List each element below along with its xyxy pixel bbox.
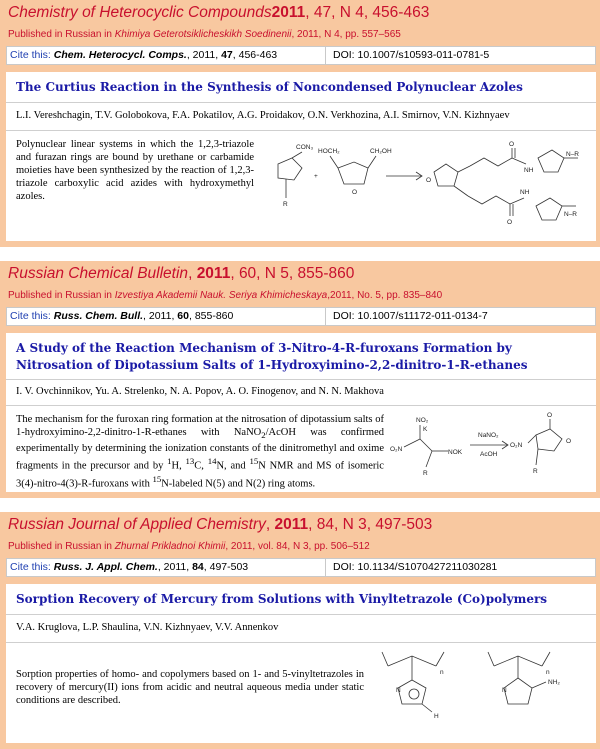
cite-this: Cite this: Russ. J. Appl. Chem., 2011, 84, 497-503 xyxy=(10,561,249,573)
scheme-label: O xyxy=(566,438,572,445)
journal-citation-header[interactable] xyxy=(8,4,429,22)
cite-this-label: Cite this: xyxy=(10,49,51,61)
cite-volume: 60 xyxy=(177,310,189,322)
journal-citation-header[interactable]: Russian Journal of Applied Chemistry, 2011, 84, N 3, 497-503 xyxy=(8,516,433,533)
journal-year: 2011 xyxy=(274,516,309,533)
journal-name[interactable]: Chemistry of Heterocyclic Compounds xyxy=(8,4,272,21)
article-card-2 xyxy=(0,261,600,498)
reaction-scheme-image xyxy=(390,411,590,489)
scheme-label: O xyxy=(426,177,432,184)
scheme-label: NH₂ xyxy=(548,679,560,686)
published-in-russian: Published in Russian in Khimiya Geterotsiklicheskikh Soedinenii, 2011, N 4, pp. 557–565 xyxy=(8,29,401,40)
journal-name[interactable]: Russian Chemical Bulletin xyxy=(8,265,189,282)
scheme-label: N xyxy=(502,687,507,694)
journal-year: 2011 xyxy=(271,4,306,21)
cite-bar xyxy=(6,307,596,326)
doi-text[interactable]: DOI: 10.1134/S1070427211030281 xyxy=(333,561,498,573)
cite-divider xyxy=(325,559,326,576)
journal-year: 2011 xyxy=(196,265,231,282)
scheme-label: CH₂OH xyxy=(370,148,392,155)
russian-journal-name: Izvestiya Akademii Nauk. Seriya Khimicheskaya xyxy=(114,290,328,301)
scheme-label: NH xyxy=(524,167,534,174)
cite-bar xyxy=(6,558,596,577)
cite-this: Cite this: Russ. Chem. Bull., 2011, 60, 855-860 xyxy=(10,310,234,322)
scheme-label: R xyxy=(533,468,538,475)
cite-journal-abbr: Russ. Chem. Bull. xyxy=(53,310,144,322)
cite-divider xyxy=(325,47,326,64)
divider xyxy=(6,102,596,103)
cite-journal-abbr: Russ. J. Appl. Chem. xyxy=(53,561,158,573)
scheme-label: N–R xyxy=(566,151,580,158)
scheme-label: O xyxy=(547,412,553,419)
published-in-russian: Published in Russian in Izvestiya Akademii Nauk. Seriya Khimicheskaya,2011, No. 5, pp. 835–840 xyxy=(8,290,443,301)
scheme-label: N xyxy=(396,687,401,694)
doi-text[interactable]: DOI: 10.1007/s11172-011-0134-7 xyxy=(333,310,488,322)
cite-volume: 47 xyxy=(221,49,233,61)
russian-journal-name: Khimiya Geterotsiklicheskikh Soedinenii xyxy=(114,29,292,40)
journal-name[interactable]: Russian Journal of Applied Chemistry xyxy=(8,516,266,533)
scheme-label: O xyxy=(509,141,515,148)
article-card-1 xyxy=(0,0,600,247)
cite-volume: 84 xyxy=(192,561,204,573)
scheme-label: NO₂ xyxy=(416,417,429,424)
article-title[interactable]: A Study of the Reaction Mechanism of 3-Nitro-4-R-furoxans Formation by Nitrosation of Dipotassium Salts of 1-Hydroxyimino-2,2-dinitro-1-R-ethanes xyxy=(16,341,528,372)
published-in-russian: Published in Russian in Zhurnal Prikladnoi Khimii, 2011, vol. 84, N 3, pp. 506–512 xyxy=(8,541,370,552)
scheme-label: NaNO₂ xyxy=(478,432,499,439)
scheme-label: O₂N xyxy=(390,446,403,453)
scheme-label: O₂N xyxy=(510,442,523,449)
journal-volume-pages: , 47, N 4, 456-463 xyxy=(305,4,430,21)
scheme-label: NH xyxy=(520,189,530,196)
scheme-label: K xyxy=(423,426,428,433)
cite-divider xyxy=(325,308,326,325)
article-authors: V.A. Kruglova, L.P. Shaulina, V.N. Kizhnyaev, V.V. Annenkov xyxy=(16,622,279,633)
cite-this-label: Cite this: xyxy=(10,561,51,573)
divider xyxy=(6,130,596,131)
divider xyxy=(6,642,596,643)
article-title[interactable]: The Curtius Reaction in the Synthesis of Noncondensed Polynuclear Azoles xyxy=(16,80,523,94)
cite-this: Cite this: Chem. Heterocycl. Comps., 2011, 47, 456-463 xyxy=(10,49,278,61)
scheme-label: H xyxy=(434,713,439,720)
cite-bar xyxy=(6,46,596,65)
cite-journal-abbr: Chem. Heterocycl. Comps. xyxy=(53,49,187,61)
article-body-1 xyxy=(6,72,596,241)
scheme-label: n xyxy=(546,669,550,676)
scheme-label: HOCH₂ xyxy=(318,148,340,155)
article-card-3 xyxy=(0,512,600,749)
scheme-label: O xyxy=(507,219,513,226)
scheme-label: N–R xyxy=(564,211,578,218)
journal-volume-pages: , 84, N 3, 497-503 xyxy=(308,516,433,533)
scheme-label: NOK xyxy=(448,449,463,456)
article-authors: L.I. Vereshchagin, T.V. Golobokova, F.A. Pokatilov, A.G. Proidakov, O.N. Verkhozina, A.I. Smirnov, V.N. Kizhnyaev xyxy=(16,110,510,121)
reaction-scheme-image xyxy=(256,136,592,238)
article-body-3 xyxy=(6,584,596,743)
polymer-structure-image xyxy=(378,646,590,740)
article-body-2 xyxy=(6,333,596,492)
scheme-label: R xyxy=(283,201,288,208)
scheme-label: + xyxy=(314,173,318,180)
article-abstract: The mechanism for the furoxan ring formation at the nitrosation of dipotassium salts of 1-hydroxyimino-2,2-dinitro-1-R-ethanes with NaNO$_2$/AcOH was confirmed experimentally by determining the ionization constants of the dinitromethyl and oxime fragments in the precursor and by $^1$H, $^{13}$C, $^{14}$N, and $^{15}$N NMR and MS of isomeric 3(4)-nitro-4(3)-R-furoxans with $^{15}$N-labeled N(5) and N(2) ring atoms. xyxy=(16,414,384,490)
article-abstract: Sorption properties of homo- and copolymers based on 1- and 5-vinyltetrazoles in recovery of mercury(II) ions from acidic and neutral aqueous media under static conditions are described. xyxy=(16,669,364,706)
scheme-label: n xyxy=(440,669,444,676)
scheme-label: AcOH xyxy=(480,451,498,458)
article-abstract: Polynuclear linear systems in which the 1,2,3-triazole and furazan rings are bound by urethane or carbamide moieties have been synthesized by the reaction of 1,2,3-triazole carboxylic acid azides with hydroxymethyl azoles. xyxy=(16,139,254,202)
cite-this-label: Cite this: xyxy=(10,310,51,322)
article-authors: I. V. Ovchinnikov, Yu. A. Strelenko, N. A. Popov, A. O. Finogenov, and N. N. Makhova xyxy=(16,386,384,397)
journal-volume-pages: , 60, N 5, 855-860 xyxy=(230,265,355,282)
doi-text[interactable]: DOI: 10.1007/s10593-011-0781-5 xyxy=(333,49,490,61)
journal-citation-header[interactable]: Russian Chemical Bulletin, 2011, 60, N 5, 855-860 xyxy=(8,265,355,282)
divider xyxy=(6,379,596,380)
scheme-label: R xyxy=(423,470,428,477)
divider xyxy=(6,405,596,406)
divider xyxy=(6,614,596,615)
russian-journal-name: Zhurnal Prikladnoi Khimii xyxy=(114,541,226,552)
scheme-label: O xyxy=(352,189,358,196)
article-title[interactable]: Sorption Recovery of Mercury from Solutions with Vinyltetrazole (Co)polymers xyxy=(16,592,548,606)
scheme-label: CON₃ xyxy=(296,144,314,151)
